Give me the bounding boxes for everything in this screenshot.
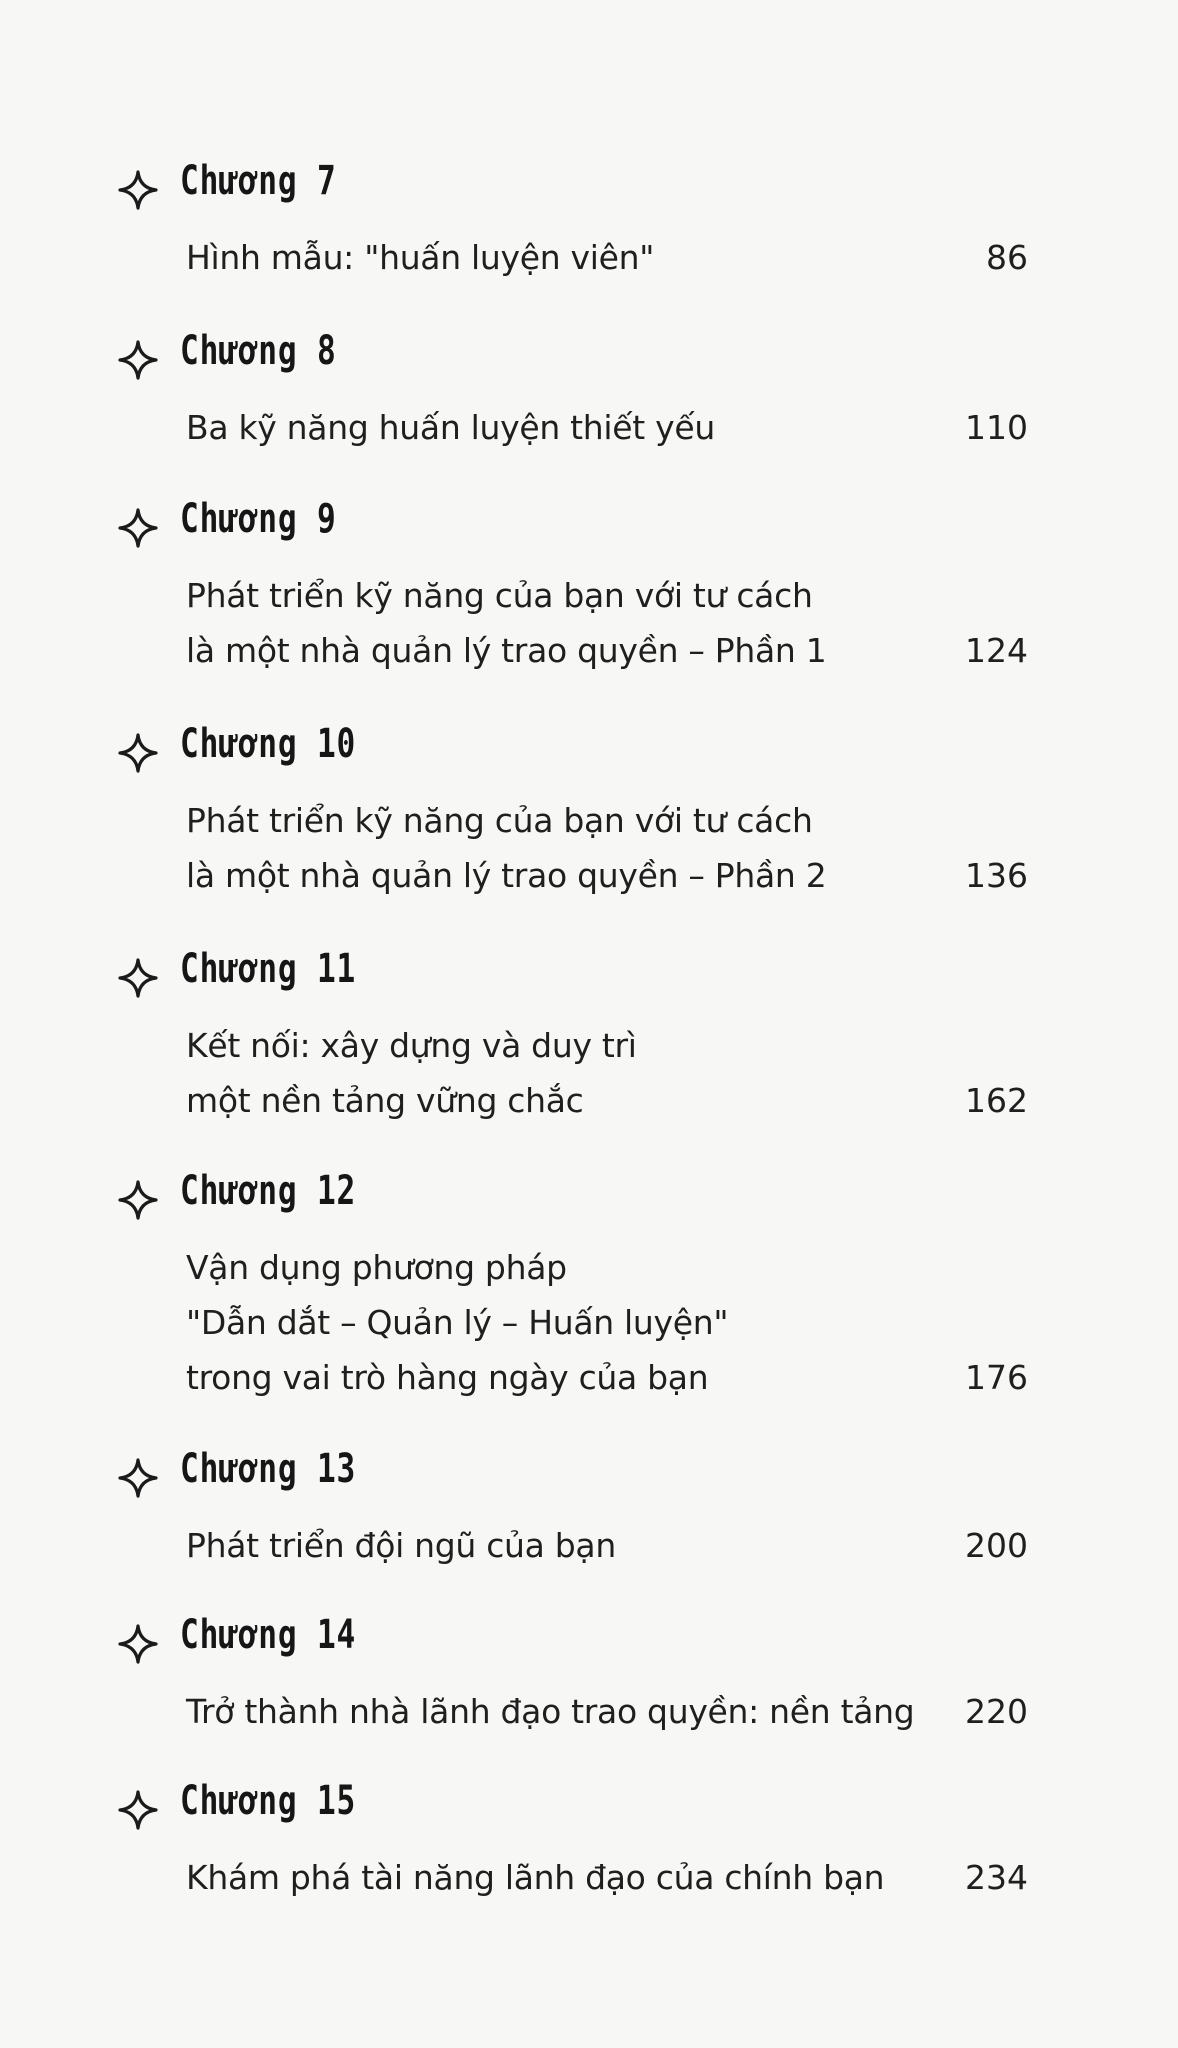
chapter-label: Chương 15 bbox=[180, 1778, 357, 1824]
title-line: là một nhà quản lý trao quyền – Phần 2 bbox=[186, 856, 827, 895]
chapter-title bbox=[186, 568, 946, 678]
chapter-heading bbox=[0, 160, 600, 220]
chapter-heading bbox=[0, 948, 600, 1008]
page-number: 176 bbox=[965, 1358, 1028, 1397]
title-line: một nền tảng vững chắc bbox=[186, 1081, 584, 1120]
page-number: 136 bbox=[965, 856, 1028, 895]
chapter-title bbox=[186, 230, 946, 285]
chapter-label: Chương 8 bbox=[180, 328, 337, 374]
chapter-heading bbox=[0, 1614, 600, 1674]
four-point-star-icon bbox=[118, 340, 158, 380]
four-point-star-icon bbox=[118, 1790, 158, 1830]
title-line: Khám phá tài năng lãnh đạo của chính bạn bbox=[186, 1858, 885, 1897]
page-number: 220 bbox=[965, 1692, 1028, 1731]
page-number: 124 bbox=[965, 631, 1028, 670]
chapter-label: Chương 11 bbox=[180, 946, 357, 992]
four-point-star-icon bbox=[118, 733, 158, 773]
chapter-heading bbox=[0, 1170, 600, 1230]
title-line: Kết nối: xây dựng và duy trì bbox=[186, 1026, 637, 1065]
title-line: Trở thành nhà lãnh đạo trao quyền: nền tảng bbox=[186, 1692, 915, 1731]
chapter-heading bbox=[0, 723, 600, 783]
chapter-title bbox=[186, 1018, 946, 1128]
four-point-star-icon bbox=[118, 1458, 158, 1498]
page-number: 162 bbox=[965, 1081, 1028, 1120]
chapter-title bbox=[186, 1684, 946, 1739]
chapter-title bbox=[186, 1518, 946, 1573]
title-line: Hình mẫu: "huấn luyện viên" bbox=[186, 238, 655, 277]
chapter-title bbox=[186, 1850, 946, 1905]
chapter-label: Chương 9 bbox=[180, 496, 337, 542]
four-point-star-icon bbox=[118, 1624, 158, 1664]
chapter-title bbox=[186, 400, 946, 455]
title-line: trong vai trò hàng ngày của bạn bbox=[186, 1358, 709, 1397]
title-line: là một nhà quản lý trao quyền – Phần 1 bbox=[186, 631, 827, 670]
title-line: "Dẫn dắt – Quản lý – Huấn luyện" bbox=[186, 1303, 729, 1342]
title-line: Vận dụng phương pháp bbox=[186, 1248, 567, 1287]
page-number: 234 bbox=[965, 1858, 1028, 1897]
page-number: 86 bbox=[986, 238, 1028, 277]
four-point-star-icon bbox=[118, 508, 158, 548]
chapter-label: Chương 7 bbox=[180, 158, 337, 204]
chapter-heading bbox=[0, 1780, 600, 1840]
chapter-title bbox=[186, 1240, 946, 1405]
chapter-label: Chương 10 bbox=[180, 721, 357, 767]
chapter-label: Chương 13 bbox=[180, 1446, 357, 1492]
title-line: Phát triển đội ngũ của bạn bbox=[186, 1526, 616, 1565]
title-line: Ba kỹ năng huấn luyện thiết yếu bbox=[186, 408, 715, 447]
chapter-title bbox=[186, 793, 946, 903]
title-line: Phát triển kỹ năng của bạn với tư cách bbox=[186, 576, 813, 615]
chapter-label: Chương 12 bbox=[180, 1168, 357, 1214]
title-line: Phát triển kỹ năng của bạn với tư cách bbox=[186, 801, 813, 840]
four-point-star-icon bbox=[118, 958, 158, 998]
chapter-heading bbox=[0, 498, 600, 558]
four-point-star-icon bbox=[118, 1180, 158, 1220]
page-number: 200 bbox=[965, 1526, 1028, 1565]
chapter-label: Chương 14 bbox=[180, 1612, 357, 1658]
page-number: 110 bbox=[965, 408, 1028, 447]
four-point-star-icon bbox=[118, 170, 158, 210]
chapter-heading bbox=[0, 1448, 600, 1508]
chapter-heading bbox=[0, 330, 600, 390]
